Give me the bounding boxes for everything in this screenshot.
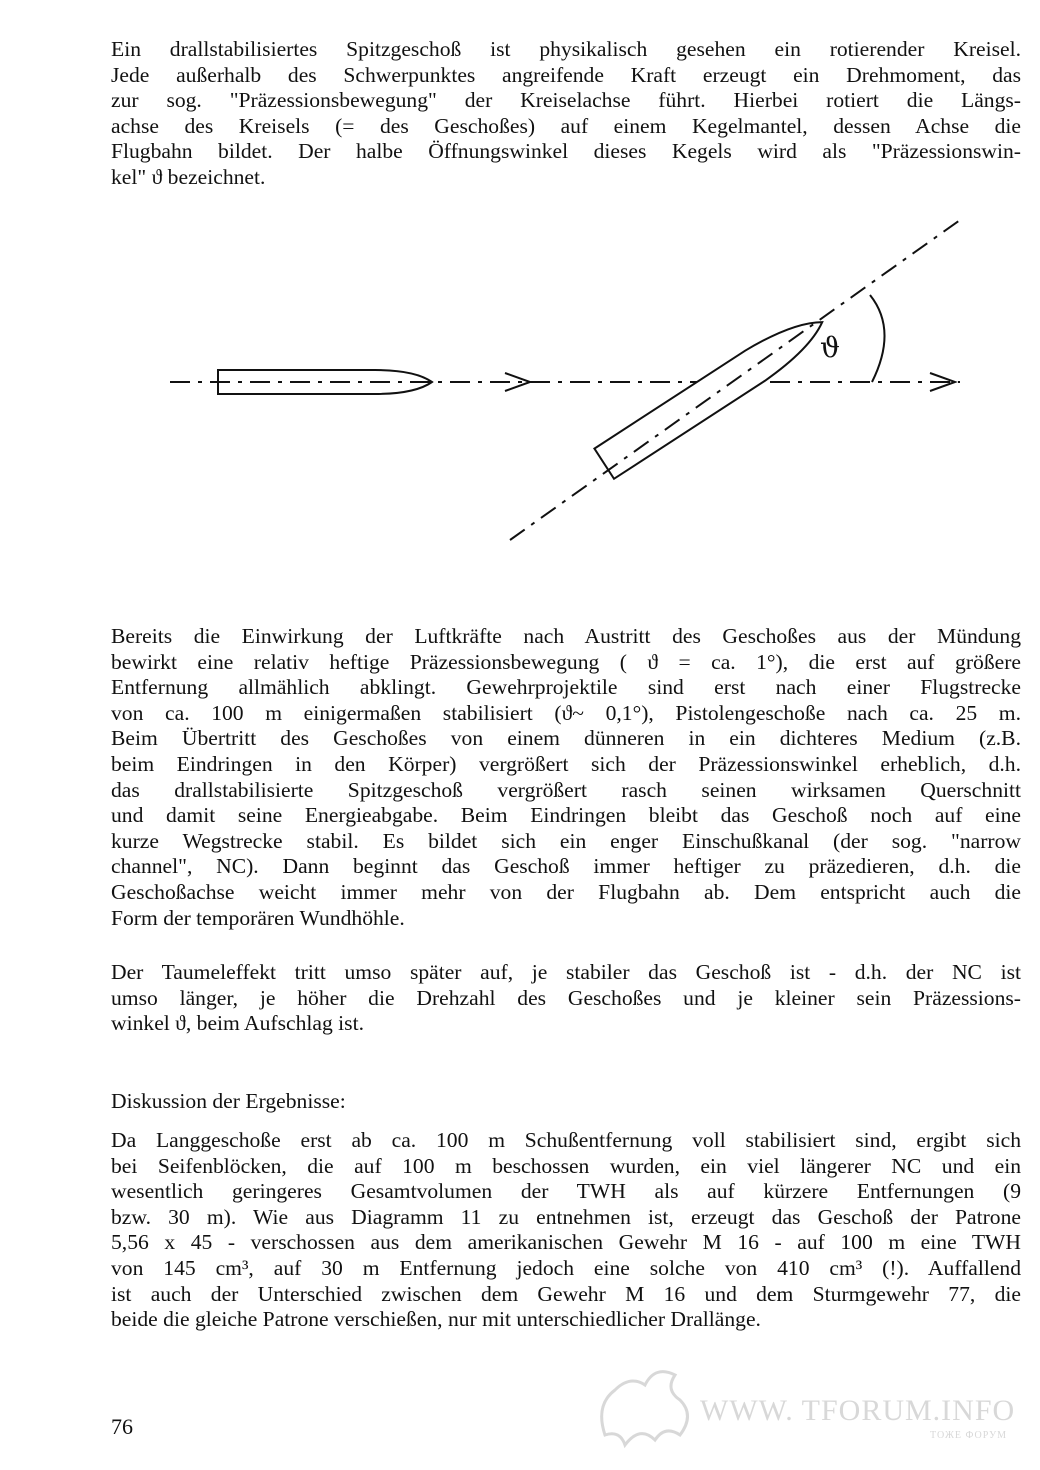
text-line: Bereits die Einwirkung der Luftkräfte nach Austritt des Geschoßes aus der Mündung bbox=[111, 624, 1021, 648]
text-line: achse des Kreisels (= des Geschoßes) auf einem Kegelmantel, dessen Achse die bbox=[111, 113, 1021, 138]
text-line: Geschoßachse weicht immer mehr von der Flugbahn ab. Dem entspricht auch die bbox=[111, 879, 1021, 904]
text-line: beim Eindringen in den Körper) vergrößert sich der Präzessionswinkel erheblich, d.h. bbox=[111, 751, 1021, 776]
text-line: und damit seine Energieabgabe. Beim Eindringen bleibt das Geschoß noch auf eine bbox=[111, 803, 1021, 828]
text-line: wesentlich geringeres Gesamtvolumen der TWH als auf kürzere Entfernungen (9 bbox=[111, 1179, 1021, 1204]
text-line: Der Taumeleffekt tritt umso später auf, je stabiler das Geschoß ist - d.h. der NC ist bbox=[111, 960, 1021, 984]
bullet-tilted bbox=[594, 307, 832, 479]
text-line: Ein drallstabilisiertes Spitzgeschoß ist physikalisch gesehen ein rotierender Kreisel. bbox=[111, 37, 1021, 61]
text-line: ist auch der Unterschied zwischen dem Gewehr M 16 und dem Sturmgewehr 77, die bbox=[111, 1281, 1021, 1306]
text-line: kurze Wegstrecke stabil. Es bildet sich ein enger Einschußkanal (der sog. "narrow bbox=[111, 828, 1021, 853]
paragraph-aerodynamic-effects bbox=[111, 624, 1021, 931]
angle-theta-label: ϑ bbox=[820, 331, 841, 364]
text-line: channel", NC). Dann beginnt das Geschoß immer heftiger zu präzedieren, d.h. die bbox=[111, 854, 1021, 879]
paragraph-tumble-effect bbox=[111, 960, 1021, 1037]
precession-angle-arc bbox=[870, 295, 885, 382]
text-line: umso länger, je höher die Drehzahl des Geschoßes und je kleiner sein Präzessions- bbox=[111, 985, 1021, 1010]
text-line: kel" ϑ bezeichnet. bbox=[111, 164, 266, 189]
text-line: Da Langgeschoße erst ab ca. 100 m Schußentfernung voll stabilisiert sind, ergibt sich bbox=[111, 1128, 1021, 1152]
text-line: von ca. 100 m einigermaßen stabilisiert (ϑ~ 0,1°), Pistolengeschoße nach ca. 25 m. bbox=[111, 700, 1021, 725]
text-line: beide die gleiche Patrone verschießen, nur mit unterschiedlicher Drallänge. bbox=[111, 1307, 761, 1332]
bullet-axis-line bbox=[510, 220, 960, 540]
section-heading: Diskussion der Ergebnisse: bbox=[111, 1089, 346, 1113]
text-line: Flugbahn bildet. Der halbe Öffnungswinkel dieses Kegels wird als "Präzessionswin- bbox=[111, 139, 1021, 164]
text-line: Form der temporären Wundhöhle. bbox=[111, 905, 405, 930]
text-line: bei Seifenblöcken, die auf 100 m beschossen wurden, ein viel längerer NC und ein bbox=[111, 1153, 1021, 1178]
paragraph-precession-intro bbox=[111, 37, 1021, 191]
text-line: Entfernung allmählich abklingt. Gewehrprojektile sind erst nach einer Flugstrecke bbox=[111, 675, 1021, 700]
text-line: von 145 cm³, auf 30 m Entfernung jedoch eine solche von 410 cm³ (!). Auffallend bbox=[111, 1255, 1021, 1280]
text-line: das drallstabilisierte Spitzgeschoß vergrößert rasch seinen wirksamen Querschnitt bbox=[111, 777, 1021, 802]
watermark-text: WWW. TFORUM.INFO bbox=[700, 1394, 1016, 1427]
text-line: Jede außerhalb des Schwerpunktes angreifende Kraft erzeugt ein Drehmoment, das bbox=[111, 62, 1021, 87]
page-number: 76 bbox=[111, 1414, 133, 1439]
text-line: bzw. 30 m). Wie aus Diagramm 11 zu entnehmen ist, erzeugt das Geschoß der Patrone bbox=[111, 1204, 1021, 1229]
griffin-logo-icon bbox=[585, 1355, 705, 1455]
text-line: zur sog. "Präzessionsbewegung" der Kreiselachse führt. Hierbei rotiert die Längs- bbox=[111, 88, 1021, 113]
text-line: winkel ϑ, beim Aufschlag ist. bbox=[111, 1011, 364, 1036]
text-line: bewirkt eine relativ heftige Präzessionsbewegung ( ϑ = ca. 1°), die erst auf größere bbox=[111, 649, 1021, 674]
text-line: Beim Übertritt des Geschoßes von einem dünneren in ein dichteres Medium (z.B. bbox=[111, 726, 1021, 751]
watermark-subtext: ТОЖЕ ФОРУМ bbox=[930, 1430, 1008, 1441]
text-line: 5,56 x 45 - verschossen aus dem amerikanischen Gewehr M 16 - auf 100 m eine TWH bbox=[111, 1230, 1021, 1255]
paragraph-discussion bbox=[111, 1128, 1021, 1333]
precession-diagram bbox=[170, 210, 990, 580]
